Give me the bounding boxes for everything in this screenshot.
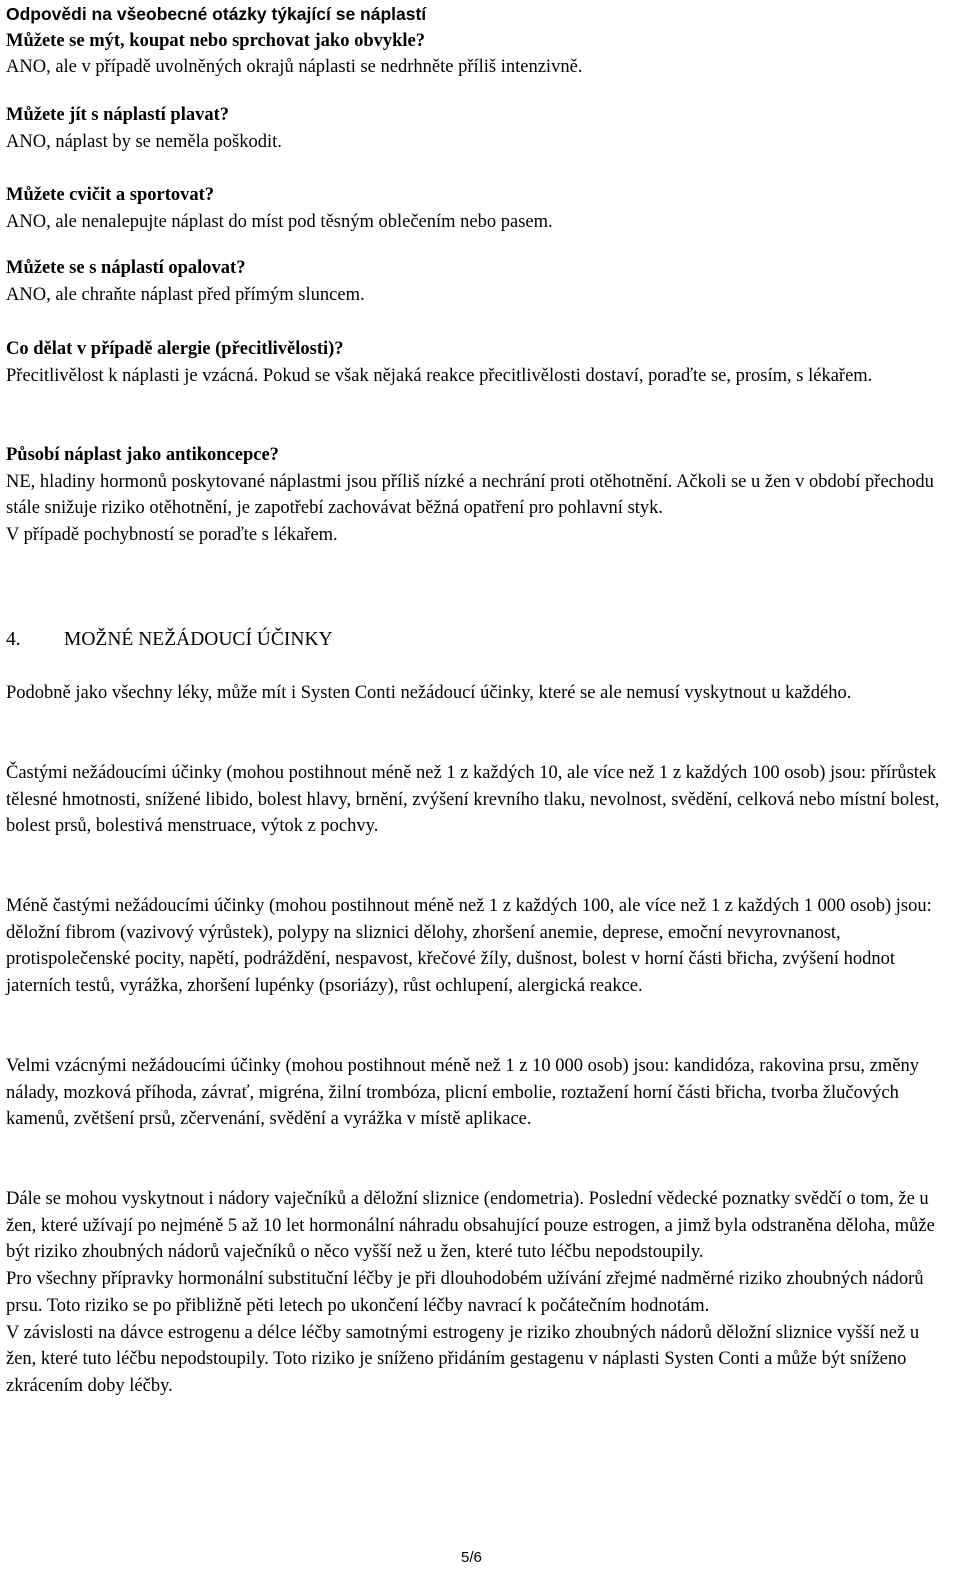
section-heading <box>6 627 946 654</box>
paragraph-common-effects: Častými nežádoucími účinky (mohou postihnout méně než 1 z každých 10, ale více než 1 z každých 100 osob) jsou: přírůstek tělesné hmotnosti, snížené libido, bolest hlavy, brnění, zvýšení krevního tlaku, nevolnost, svědění, celková nebo místní bolest, bolest prsů, bolestivá menstruace, výtok z pochvy. <box>6 763 940 837</box>
faq-answer: ANO, ale nenalepujte náplast do míst pod těsným oblečením nebo pasem. <box>6 211 553 232</box>
paragraph-tumors-endometrial: V závislosti na dávce estrogenu a délce léčby samotnými estrogeny je riziko zhoubných nádorů děložní sliznice vyšší než u žen, které tuto léčbu nepodstoupily. Toto riziko je sníženo přidáním gestagenu v náplasti Systen Conti a může být sníženo zkrácením doby léčby. <box>6 1322 920 1396</box>
faq-question: Co dělat v případě alergie (přecitlivělosti)? <box>6 339 344 359</box>
paragraph-tumors-ovarian: Dále se mohou vyskytnout i nádory vaječníků a děložní sliznice (endometria). Poslední vědecké poznatky svědčí o tom, že u žen, které užívají po nejméně 5 až 10 let hormonální náhradu obsahující pouze estrogen, a jimž byla odstraněna děloha, může být riziko zhoubných nádorů vaječníků o něco vyšší než u žen, které tuto léčbu nepodstoupily. <box>6 1189 935 1263</box>
faq-question: Můžete se mýt, koupat nebo sprchovat jako obvykle? <box>6 30 425 51</box>
faq-question: Můžete cvičit a sportovat? <box>6 185 215 205</box>
faq-answer: Přecitlivělost k náplasti je vzácná. Pokud se však nějaká reakce přecitlivělosti dostaví, poraďte se, prosím, s lékařem. <box>6 365 873 386</box>
faq-answer: NE, hladiny hormonů poskytované náplastmi jsou příliš nízké a nechrání proti otěhotnění. Ačkoli se u žen v období přechodu stále snižuje riziko otěhotnění, je zapotřebí zachovávat běžná opatření pro pohlavní styk. <box>6 471 934 519</box>
faq-item <box>6 442 946 549</box>
faq-title: Odpovědi na všeobecné otázky týkající se náplastí <box>6 4 427 24</box>
faq-answer: ANO, ale v případě uvolněných okrajů náplasti se nedrhněte příliš intenzivně. <box>6 57 583 78</box>
section-number: 4. <box>6 629 21 650</box>
paragraph-very-rare-effects: Velmi vzácnými nežádoucími účinky (mohou postihnout méně než 1 z 10 000 osob) jsou: kandidóza, rakovina prsu, změny nálady, mozková příhoda, závrať, migréna, žilní trombóza, plicní embolie, roztažení horní části břicha, tvorba žlučových kamenů, zvětšení prsů, zčervenání, svědění a vyrážka v místě aplikace. <box>6 1056 919 1130</box>
paragraph-tumors-breast: Pro všechny přípravky hormonální substituční léčby je při dlouhodobém užívání zřejmé nadměrné riziko zhoubných nádorů prsu. Toto riziko se po přibližně pěti letech po ukončení léčby navrací k počátečním hodnotám. <box>6 1269 924 1316</box>
paragraph-uncommon-effects: Méně častými nežádoucími účinky (mohou postihnout méně než 1 z každých 100, ale více než 1 z každých 1 000 osob) jsou: děložní fibrom (vazivový výrůstek), polypy na sliznici dělohy, zhoršení anemie, deprese, emoční nevyrovnanost, protispolečenské pocity, napětí, podráždění, nespavost, křečové žíly, dušnost, bolest v horní části břicha, zvýšení hodnot jaterních testů, vyrážka, zhoršení lupénky (psoriázy), růst ochlupení, alergická reakce. <box>6 896 932 997</box>
faq-answer: ANO, náplast by se neměla poškodit. <box>6 131 282 152</box>
faq-question: Působí náplast jako antikoncepce? <box>6 445 279 465</box>
tumor-risk-section <box>6 1186 946 1400</box>
faq-item <box>6 102 946 155</box>
page-number: 5/6 <box>461 1549 482 1566</box>
faq-question: Můžete jít s náplastí plavat? <box>6 105 230 125</box>
faq-answer-note: V případě pochybností se poraďte s lékařem. <box>6 525 338 546</box>
section-title: MOŽNÉ NEŽÁDOUCÍ ÚČINKY <box>64 629 333 650</box>
faq-question: Můžete se s náplastí opalovat? <box>6 258 246 278</box>
paragraph-intro: Podobně jako všechny léky, může mít i Systen Conti nežádoucí účinky, které se ale nemusí vyskytnout u každého. <box>6 683 852 703</box>
faq-answer: ANO, ale chraňte náplast před přímým sluncem. <box>6 284 365 305</box>
faq-item <box>6 182 946 235</box>
faq-section <box>6 1 946 81</box>
faq-item <box>6 255 946 308</box>
faq-item <box>6 336 946 389</box>
